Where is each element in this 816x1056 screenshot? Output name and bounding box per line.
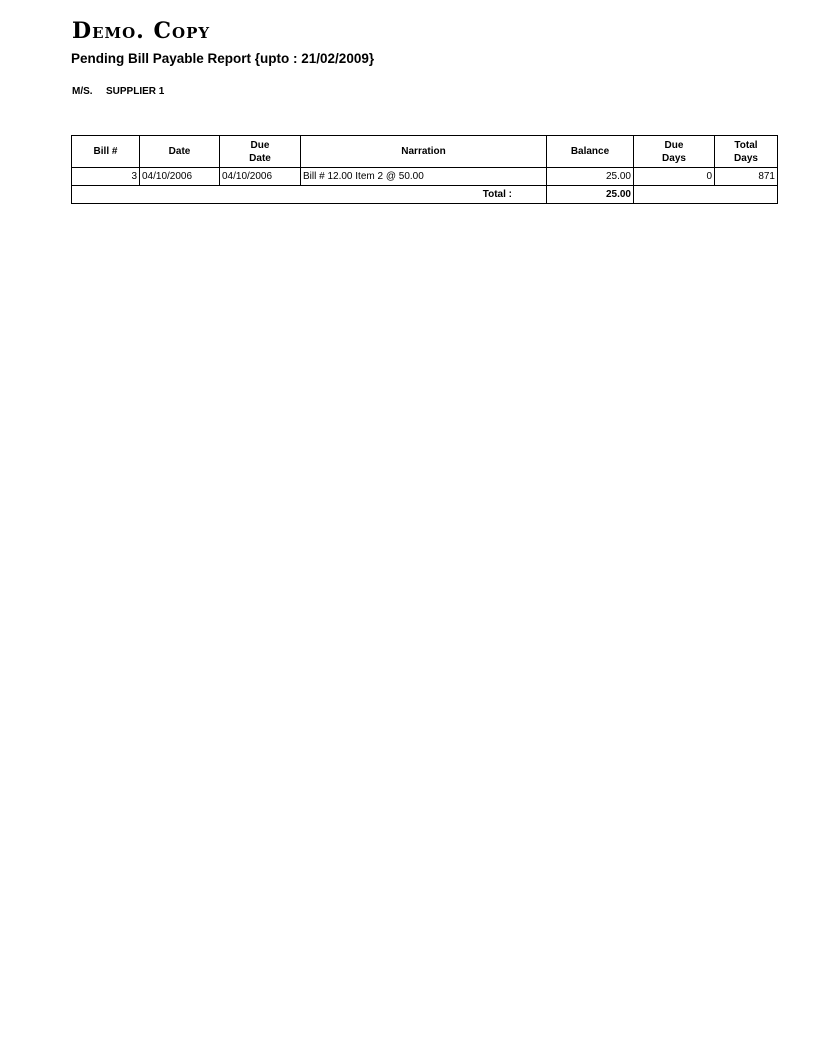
table-row	[72, 168, 778, 186]
column-header-date: Date	[140, 136, 220, 168]
cell-due-date: 04/10/2006	[220, 168, 301, 186]
cell-bill: 3	[72, 168, 140, 186]
report-title: Pending Bill Payable Report {upto : 21/02/2009}	[71, 51, 375, 66]
total-empty-cell	[634, 186, 778, 204]
column-header-total-days: Total Days	[715, 136, 778, 168]
cell-date: 04/10/2006	[140, 168, 220, 186]
supplier-prefix: M/S.	[72, 86, 93, 97]
total-row	[72, 186, 778, 204]
column-header-bill: Bill #	[72, 136, 140, 168]
column-header-balance: Balance	[547, 136, 634, 168]
cell-due-days: 0	[634, 168, 715, 186]
table-header-row	[72, 136, 778, 168]
pending-bills-table	[71, 135, 778, 204]
supplier-line	[72, 86, 164, 98]
column-header-due-days: Due Days	[634, 136, 715, 168]
total-balance: 25.00	[547, 186, 634, 204]
cell-narration: Bill # 12.00 Item 2 @ 50.00	[301, 168, 547, 186]
cell-total-days: 871	[715, 168, 778, 186]
total-label: Total :	[72, 186, 547, 204]
supplier-name: SUPPLIER 1	[106, 86, 165, 97]
cell-balance: 25.00	[547, 168, 634, 186]
demo-copy-title: Demo. Copy	[72, 18, 211, 44]
column-header-due-date: Due Date	[220, 136, 301, 168]
column-header-narration: Narration	[301, 136, 547, 168]
